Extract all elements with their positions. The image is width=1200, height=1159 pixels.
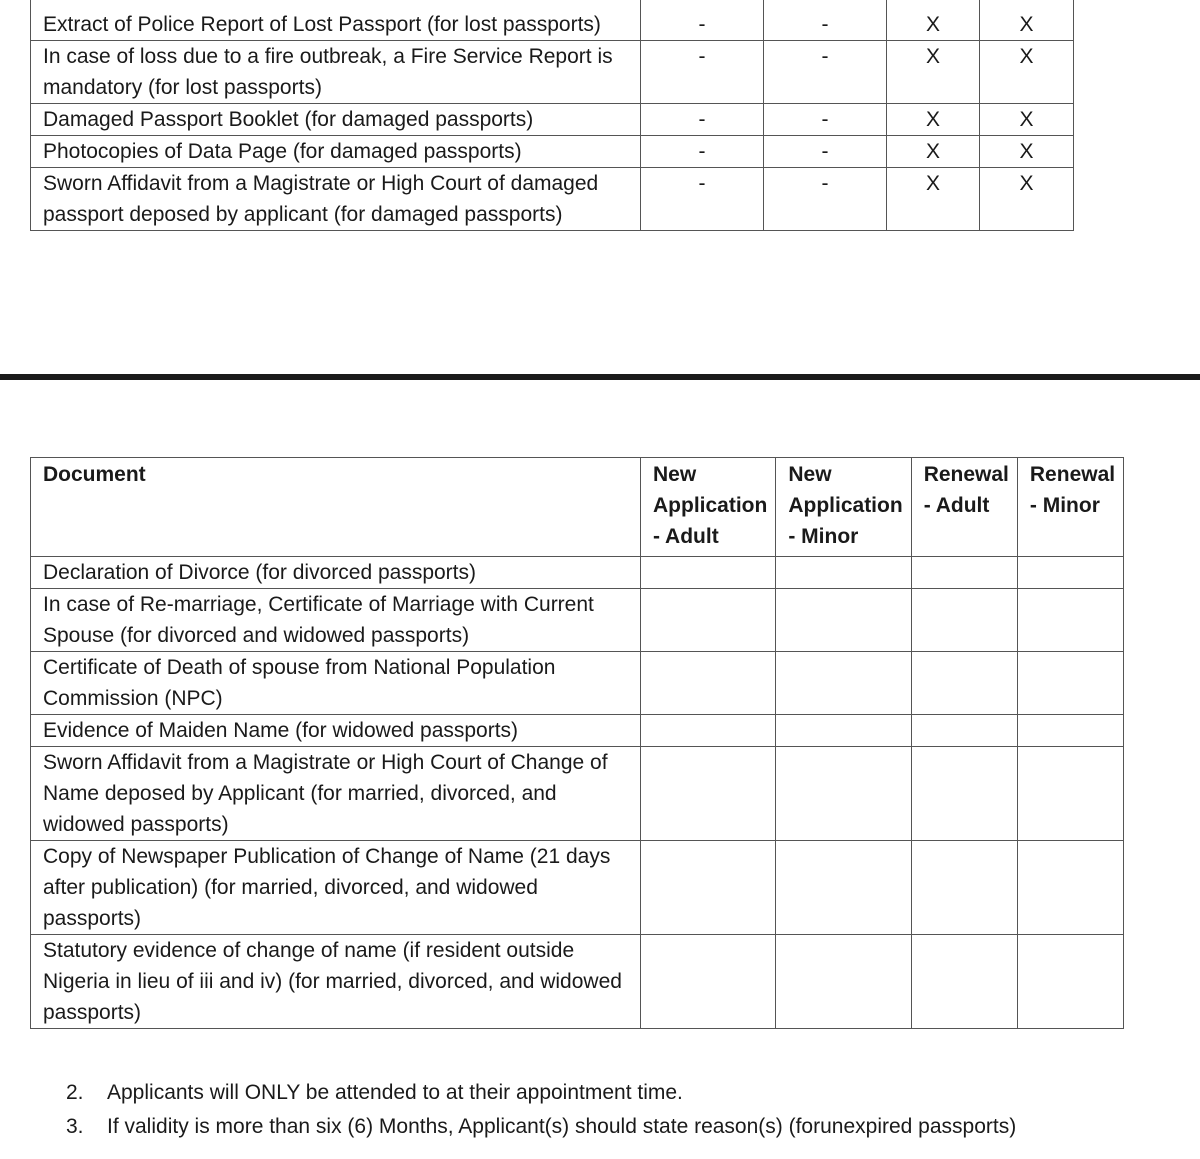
table-body (31, 0, 1074, 231)
new-minor-cell (776, 715, 911, 747)
document-cell: Copy of Newspaper Publication of Change of Name (21 days after publication) (for married, divorced, and widowed passports) (31, 841, 641, 935)
renewal-minor-cell: X (980, 41, 1074, 104)
notes-list (66, 1076, 1016, 1144)
renewal-adult-cell (911, 557, 1017, 589)
header-document: Document (31, 458, 641, 557)
renewal-minor-cell (1017, 557, 1123, 589)
table-row (31, 841, 1124, 935)
document-cell: Declaration of Divorce (for divorced passports) (31, 557, 641, 589)
document-cell: Damaged Passport Booklet (for damaged passports) (31, 104, 641, 136)
note-number: 2. (66, 1081, 84, 1104)
renewal-minor-cell (1017, 935, 1123, 1029)
new-adult-cell (641, 935, 776, 1029)
renewal-adult-cell: X (887, 0, 980, 41)
new-minor-cell: - (764, 104, 887, 136)
table-row (31, 104, 1074, 136)
table-row (31, 747, 1124, 841)
new-adult-cell: - (641, 136, 764, 168)
new-minor-cell (776, 841, 911, 935)
new-minor-cell: - (764, 136, 887, 168)
document-cell: Statutory evidence of change of name (if resident outside Nigeria in lieu of iii and iv) (for married, divorced, and widowed passports) (31, 935, 641, 1029)
renewal-minor-cell: X (980, 136, 1074, 168)
new-adult-cell: - (641, 168, 764, 231)
renewal-adult-cell: X (887, 41, 980, 104)
renewal-adult-cell (911, 589, 1017, 652)
table-row (31, 557, 1124, 589)
header-renewal-minor: Renewal - Minor (1017, 458, 1123, 557)
table-row (31, 589, 1124, 652)
table-row (31, 168, 1074, 231)
renewal-adult-cell (911, 841, 1017, 935)
document-cell: In case of Re-marriage, Certificate of Marriage with Current Spouse (for divorced and widowed passports) (31, 589, 641, 652)
renewal-adult-cell (911, 935, 1017, 1029)
renewal-adult-cell (911, 652, 1017, 715)
new-adult-cell (641, 652, 776, 715)
renewal-adult-cell: X (887, 104, 980, 136)
renewal-minor-cell (1017, 841, 1123, 935)
page-divider (0, 374, 1200, 380)
document-cell: Sworn Affidavit from a Magistrate or High Court of Change of Name deposed by Applicant (for married, divorced, and widowed passports) (31, 747, 641, 841)
document-cell: Evidence of Maiden Name (for widowed passports) (31, 715, 641, 747)
renewal-minor-cell: X (980, 168, 1074, 231)
new-adult-cell: - (641, 41, 764, 104)
new-adult-cell (641, 841, 776, 935)
new-minor-cell (776, 557, 911, 589)
header-row (31, 458, 1124, 557)
new-adult-cell (641, 589, 776, 652)
renewal-minor-cell (1017, 747, 1123, 841)
new-minor-cell: - (764, 168, 887, 231)
renewal-minor-cell (1017, 715, 1123, 747)
renewal-adult-cell (911, 715, 1017, 747)
header-new-application-minor: New Application - Minor (776, 458, 911, 557)
table-row (31, 41, 1074, 104)
new-minor-cell (776, 747, 911, 841)
document-cell: Photocopies of Data Page (for damaged passports) (31, 136, 641, 168)
header-renewal-adult: Renewal - Adult (911, 458, 1017, 557)
renewal-minor-cell: X (980, 0, 1074, 41)
new-adult-cell: - (641, 104, 764, 136)
new-minor-cell: - (764, 41, 887, 104)
header-new-application-adult: New Application - Adult (641, 458, 776, 557)
new-minor-cell (776, 589, 911, 652)
table-row (31, 136, 1074, 168)
renewal-minor-cell: X (980, 104, 1074, 136)
table-body (31, 557, 1124, 1029)
table-row (31, 0, 1074, 41)
table-row (31, 935, 1124, 1029)
document-cell: Sworn Affidavit from a Magistrate or High Court of damaged passport deposed by applicant (for damaged passports) (31, 168, 641, 231)
note-text: If validity is more than six (6) Months, Applicant(s) should state reason(s) (forunexpired passports) (107, 1115, 1017, 1138)
note-item (66, 1110, 1016, 1144)
renewal-adult-cell (911, 747, 1017, 841)
table-row (31, 715, 1124, 747)
renewal-adult-cell: X (887, 168, 980, 231)
new-adult-cell (641, 557, 776, 589)
note-item (66, 1076, 1016, 1110)
name-change-requirements-table (30, 457, 1124, 1029)
new-minor-cell: - (764, 0, 887, 41)
note-number: 3. (66, 1115, 84, 1138)
renewal-minor-cell (1017, 589, 1123, 652)
renewal-minor-cell (1017, 652, 1123, 715)
new-minor-cell (776, 935, 911, 1029)
new-adult-cell (641, 715, 776, 747)
note-text: Applicants will ONLY be attended to at their appointment time. (107, 1081, 683, 1104)
requirements-table-continued (30, 0, 1074, 231)
new-adult-cell: - (641, 0, 764, 41)
table-header (31, 458, 1124, 557)
document-cell: Extract of Police Report of Lost Passport (for lost passports) (31, 0, 641, 41)
new-minor-cell (776, 652, 911, 715)
renewal-adult-cell: X (887, 136, 980, 168)
document-cell: In case of loss due to a fire outbreak, a Fire Service Report is mandatory (for lost passports) (31, 41, 641, 104)
table-row (31, 652, 1124, 715)
document-cell: Certificate of Death of spouse from National Population Commission (NPC) (31, 652, 641, 715)
new-adult-cell (641, 747, 776, 841)
